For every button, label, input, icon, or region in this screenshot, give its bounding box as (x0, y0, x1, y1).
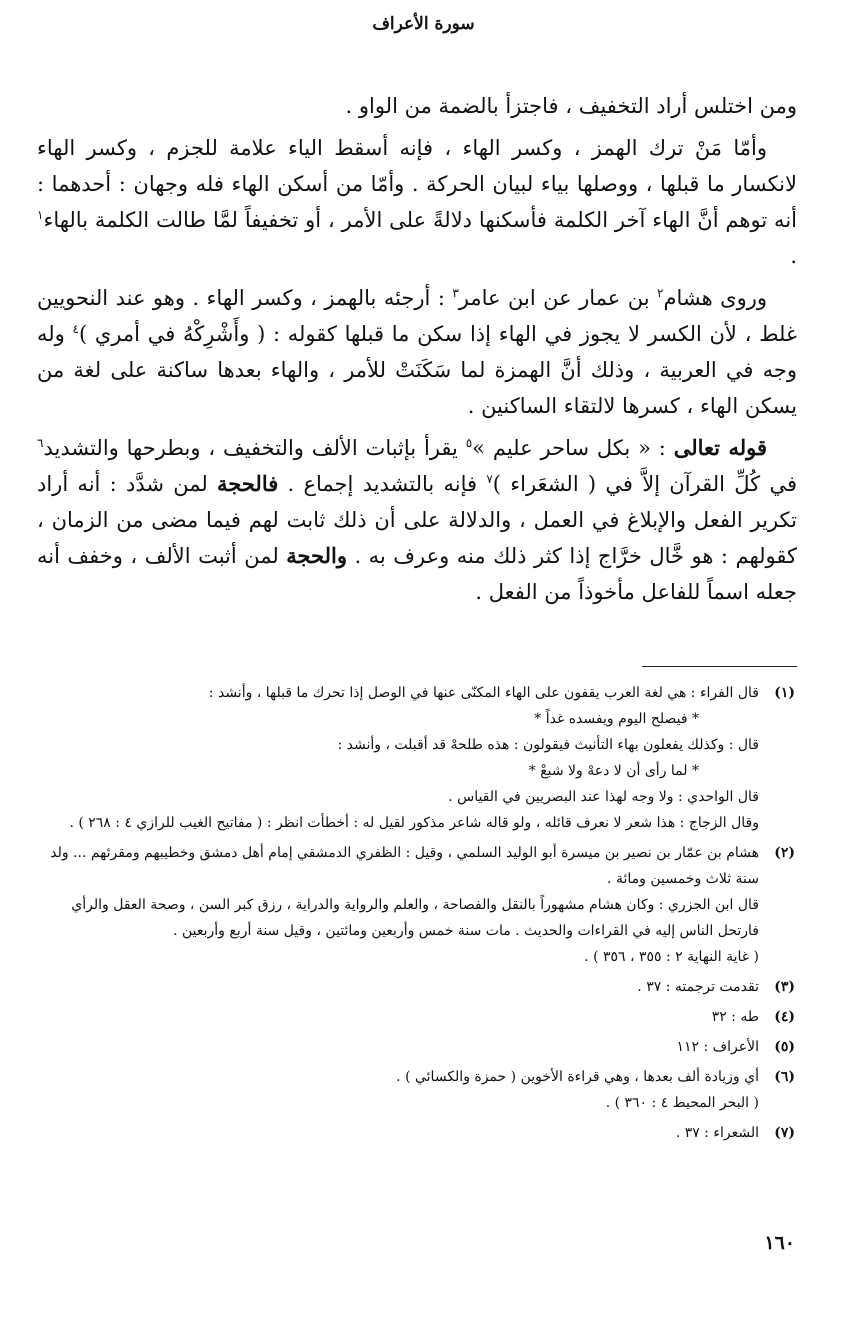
footnote (35, 974, 795, 1000)
page-number: ١٦٠ (764, 1232, 795, 1254)
footnotes (35, 680, 795, 1150)
text-run: بن عمار عن ابن عامر (458, 286, 658, 310)
footnote-line: ( غاية النهاية ٢ : ٣٥٥ ، ٣٥٦ ) . (584, 949, 759, 965)
bold-term: فالحجة (217, 471, 279, 496)
footnote (35, 1120, 795, 1146)
footnote-number: (٢) (774, 845, 795, 861)
running-header: سورة الأعراف (372, 14, 475, 34)
paragraph (37, 88, 797, 124)
footnote-line: قال ابن الجزري : وكان هشام مشهوراً بالنقل والفصاحة ، والعلم والرواية والدراية ، رزق كبر السن ، وصحة العقل والرأي فارتحل الناس إليه في القراءات والحديث . مات سنة خمس وأربعين ومائتين ، وقيل سنة أربع وأربعين . (71, 897, 759, 939)
text-run: لمن شدَّد : أنه أراد تكرير الفعل والإبلاغ في العمل ، والدلالة على أن ذلك ثابت لهم فيما مضى من الزمان ، كقولهم : هو خَّال خرَّاج إذا كثر ذلك منه وعرف به . (37, 472, 797, 568)
footnote-line: أي وزيادة ألف بعدها ، وهي قراءة الأخوين ( حمزة والكسائي ) . (396, 1069, 759, 1085)
text-run: وأمّا مَنْ ترك الهمز ، وكسر الهاء ، فإنه أسقط الياء علامة للجزم ، وكسر الهاء لانكسار ما قبلها ، ووصلها بياء لبيان الحركة . وأمّا من أسكن الهاء فله وجهان : أحدهما : أنه توهم أنَّ الهاء آخر الكلمة فأسكنها دلالةً على الأمر ، أو تخفيفاً لمَّا طالت الكلمة بالهاء (37, 136, 797, 232)
text-run: لمن أثبت الألف ، وخفف أنه جعله اسماً للفاعل مأخوذاً من الفعل . (37, 544, 797, 604)
text-run: في كُلِّ القرآن إلاَّ في ( الشعَراء ) (492, 472, 797, 496)
footnote-ref: ٤ (72, 322, 79, 336)
footnote-ref: ٢ (657, 286, 664, 300)
footnote-line: الأعراف : ١١٢ (676, 1039, 759, 1055)
footnote-line: تقدمت ترجمته : ٣٧ . (637, 979, 759, 995)
footnote (35, 1064, 795, 1116)
main-text (37, 88, 797, 616)
footnote-ref: ٧ (486, 472, 493, 486)
text-run: . (790, 244, 797, 268)
footnote (35, 1004, 795, 1030)
paragraph (37, 130, 797, 274)
footnote-line: قال الواحدي : ولا وجه لهذا عند البصريين في القياس . (448, 789, 759, 805)
footnote-ref: ١ (37, 208, 44, 222)
footnote-line: قال : وكذلك يفعلون بهاء التأنيث فيقولون : هذه طلحهْ قد أقبلت ، وأنشد : (337, 737, 759, 753)
footnote (35, 680, 795, 836)
footnote-number: (٣) (774, 979, 795, 995)
footnote-separator (642, 666, 797, 667)
bold-term: قوله تعالى (673, 435, 768, 460)
footnote-number: (٧) (774, 1125, 795, 1141)
footnote-number: (٤) (774, 1009, 795, 1025)
bold-term: والحجة (286, 543, 347, 568)
text-run: ومن اختلس أراد التخفيف ، فاجتزأ بالضمة من الواو . (345, 94, 797, 118)
text-run: : أرجئه بالهمز ، وكسر الهاء . وهو عند النحويين غلط ، لأن الكسر لا يجوز في الهاء إذا سكن ما قبلها كقوله : ( وأَشْرِكْهُ في أمري ) (37, 286, 797, 346)
footnote-line: وقال الزجاج : هذا شعر لا نعرف قائله ، ولو قاله شاعر مذكور لقيل له : أخطأت انظر : ( مفاتيح الغيب للرازي ٤ : ٢٦٨ ) . (69, 815, 759, 831)
footnote-ref: ٣ (452, 286, 459, 300)
footnote-number: (٥) (774, 1039, 795, 1055)
text-run: وله وجه في العربية ، وذلك أنَّ الهمزة لما سَكَنَتْ للأمر ، والهاء بعدها ساكنة على لغة من يسكن الهاء ، كسرها لالتقاء الساكنين . (37, 322, 797, 418)
footnote-line: الشعراء : ٣٧ . (675, 1125, 759, 1141)
text-run: وروى هشام (663, 286, 767, 310)
paragraph (37, 280, 797, 424)
footnote (35, 840, 795, 970)
text-run: فإنه بالتشديد إجماع . (278, 472, 487, 496)
text-run: : « بكل ساحر عليم » (472, 436, 674, 460)
footnote-verse: * لما رأى أن لا دعهْ ولا شبعْ * (528, 763, 699, 779)
text-run: يقرأ بإثبات الألف والتخفيف ، وبطرحها والتشديد (43, 436, 466, 460)
footnote-ref: ٥ (465, 436, 473, 450)
paragraph (37, 430, 797, 610)
footnote-line: قال الفراء : هي لغة العرب يقفون على الهاء المكنّى عنها في الوصل إذا تحرك ما قبلها ، وأنشد : (208, 685, 759, 701)
footnote-line: هشام بن عمّار بن نصير بن ميسرة أبو الوليد السلمي ، وقيل : الظفري الدمشقي إمام أهل دمشق وخطيبهم ومقرئهم ... ولد سنة ثلاث وخمسين ومائة . (50, 845, 759, 887)
footnote-line: طه : ٣٢ (711, 1009, 759, 1025)
footnote (35, 1034, 795, 1060)
footnote-ref: ٦ (37, 436, 44, 450)
footnote-line: ( البحر المحيط ٤ : ٣٦٠ ) . (605, 1095, 759, 1111)
footnote-number: (١) (774, 685, 795, 701)
footnote-number: (٦) (774, 1069, 795, 1085)
footnote-verse: * فيصلح اليوم ويفسده غداً * (534, 711, 699, 727)
